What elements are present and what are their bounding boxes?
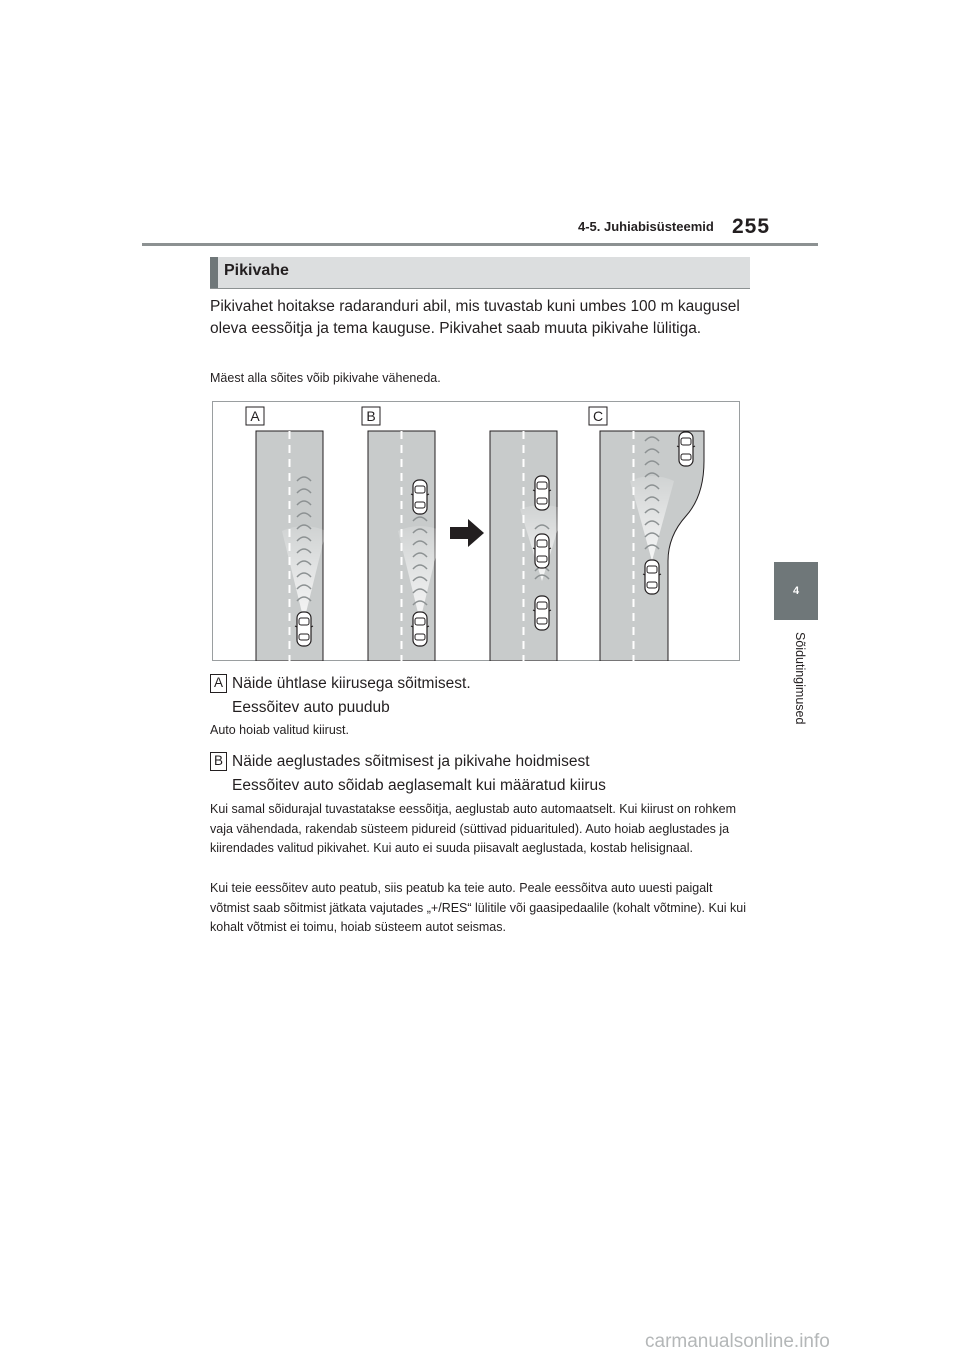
legend-a-subtitle: Eessõitev auto puudub xyxy=(232,699,390,716)
legend-a-title: Näide ühtlase kiirusega sõitmisest. xyxy=(232,675,471,692)
section-title: 4-5. Juhiabisüsteemid xyxy=(578,219,714,234)
chapter-label: Sõidutingimused xyxy=(793,632,807,725)
ego-car xyxy=(533,534,551,568)
legend-b-subtitle: Eessõitev auto sõidab aeglasemalt kui määratud kiirus xyxy=(232,777,606,794)
intro-paragraph: Pikivahet hoitakse radaranduri abil, mis tuvastab kuni umbes 100 m kaugusel oleva eessõitja ja tema kauguse. Pikivahet saab muuta pikivahe lülitiga. xyxy=(210,298,740,337)
watermark: carmanualsonline.info xyxy=(645,1331,830,1352)
section-box-header xyxy=(210,257,750,289)
svg-text:C: C xyxy=(592,408,604,424)
svg-text:B: B xyxy=(366,408,376,424)
chapter-number: 4 xyxy=(792,585,800,597)
distance-control-figure xyxy=(212,401,740,661)
leading-car xyxy=(533,476,551,510)
ego-car xyxy=(643,560,661,594)
ego-car xyxy=(411,612,429,646)
legend-b-title: Näide aeglustades sõitmisest ja pikivahe hoidmisest xyxy=(232,753,590,770)
box-title: Pikivahe xyxy=(224,262,289,279)
downhill-note: Mäest alla sõites võib pikivahe väheneda. xyxy=(210,371,441,385)
leading-car xyxy=(411,480,429,514)
legend-b-note-2: Kui teie eessõitev auto peatub, siis peatub ka teie auto. Peale eessõitva auto uuesti paigalt võtmist saab sõitmist jätkata vajutades „+/RES“ lülitile või gaasipedaalile (kohalt võtmine). Kui kui kohalt võtmist ei toimu, hoiab süsteem autot seismas. xyxy=(210,881,747,934)
departing-car xyxy=(677,432,695,466)
road-a xyxy=(256,431,326,661)
figure-label-c xyxy=(589,407,607,425)
svg-text:A: A xyxy=(250,408,260,424)
figure-label-a xyxy=(246,407,264,425)
legend-a-note: Auto hoiab valitud kiirust. xyxy=(210,723,349,737)
road-b-slowed xyxy=(490,431,564,661)
box-accent-bar xyxy=(210,257,218,288)
legend-badge-b: B xyxy=(210,752,227,771)
legend-badge-a: A xyxy=(210,674,227,693)
chapter-tab xyxy=(774,562,818,620)
road-b xyxy=(368,431,442,661)
header-rule xyxy=(142,243,818,246)
following-car xyxy=(533,596,551,630)
legend-b-note-1: Kui samal sõidurajal tuvastatakse eessõitja, aeglustab auto automaatselt. Kui kiirust on rohkem vaja vähendada, rakendab süsteem pidureid (süttivad piduarituled). Auto hoiab aeglustades ja kiirendades valitud pikivahet. Kui auto ei suuda piisavalt aeglustada, kostab helisignaal. xyxy=(210,802,736,855)
figure-label-b xyxy=(362,407,380,425)
ego-car xyxy=(295,612,313,646)
page-number: 255 xyxy=(732,215,771,238)
